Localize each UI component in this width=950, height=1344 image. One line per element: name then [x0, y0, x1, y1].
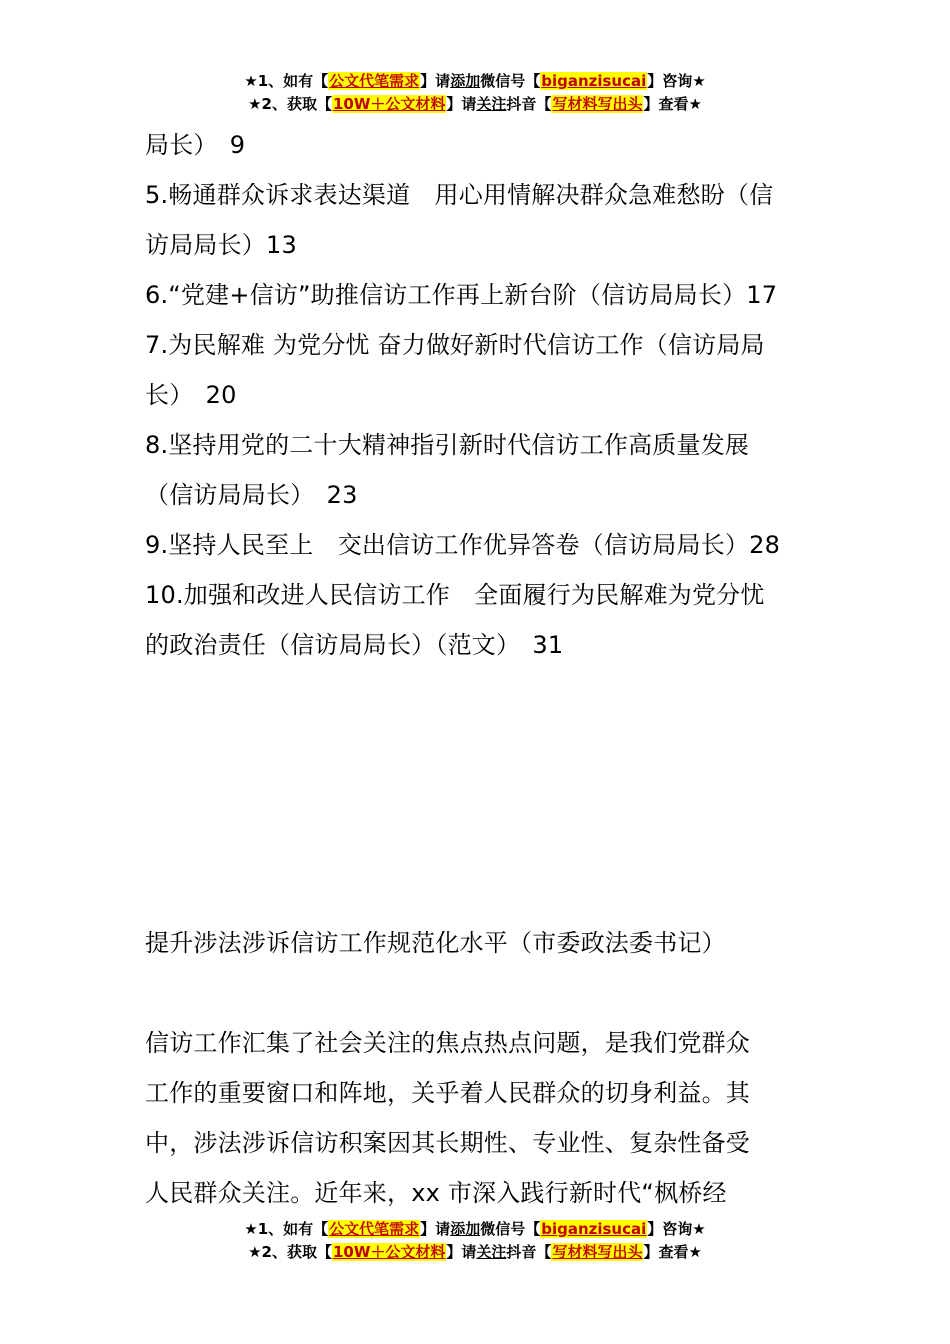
- body-line: 工作的重要窗口和阵地，关乎着人民群众的切身利益。其: [145, 1079, 750, 1107]
- body-line: 信访工作汇集了社会关注的焦点热点问题，是我们党群众: [145, 1029, 750, 1057]
- toc-line: （信访局局长） 23: [145, 481, 358, 509]
- article-title: 提升涉法涉诉信访工作规范化水平（市委政法委书记）: [145, 929, 726, 957]
- header-banner: [0, 70, 950, 116]
- banner-line-2: ★2、获取【10W＋公文材料】请关注抖音【写材料写出头】查看★: [248, 95, 702, 113]
- highlight-service: 公文代笔需求: [329, 1220, 420, 1238]
- douyin-account: 写材料写出头: [552, 1243, 643, 1261]
- toc-line: 长） 20: [145, 381, 237, 409]
- footer-banner: [0, 1218, 950, 1264]
- toc-line: 局长） 9: [145, 131, 246, 159]
- toc-line: 10.加强和改进人民信访工作 全面履行为民解难为党分忧: [145, 581, 765, 609]
- wechat-id: biganzisucai: [541, 1220, 647, 1238]
- toc-line: 9.坚持人民至上 交出信访工作优异答卷（信访局局长）28: [145, 531, 781, 559]
- douyin-account: 写材料写出头: [552, 95, 643, 113]
- toc-line: 访局局长）13: [145, 231, 297, 259]
- star-icon: ★: [244, 1220, 258, 1238]
- banner-line-1: ★1、如有【公文代笔需求】请添加微信号【biganzisucai】咨询★: [244, 1220, 706, 1238]
- banner-line-1: ★1、如有【公文代笔需求】请添加微信号【biganzisucai】咨询★: [244, 72, 706, 90]
- highlight-service: 公文代笔需求: [329, 72, 420, 90]
- body-line: 中，涉法涉诉信访积案因其长期性、专业性、复杂性备受: [145, 1129, 750, 1157]
- toc-line: 7.为民解难 为党分忧 奋力做好新时代信访工作（信访局局: [145, 331, 765, 359]
- toc-line: 的政治责任（信访局局长）（范文） 31: [145, 631, 564, 659]
- highlight-materials: 10W＋公文材料: [332, 95, 446, 113]
- wechat-id: biganzisucai: [541, 72, 647, 90]
- star-icon: ★: [248, 95, 262, 113]
- toc-line: 8.坚持用党的二十大精神指引新时代信访工作高质量发展: [145, 431, 750, 459]
- toc-line: 5.畅通群众诉求表达渠道 用心用情解决群众急难愁盼（信: [145, 181, 774, 209]
- toc-list: [145, 120, 810, 670]
- star-icon: ★: [248, 1243, 262, 1261]
- toc-line: 6.“党建+信访”助推信访工作再上新台阶（信访局局长）17: [145, 281, 778, 309]
- article-body: [145, 1018, 810, 1218]
- banner-line-2: ★2、获取【10W＋公文材料】请关注抖音【写材料写出头】查看★: [248, 1243, 702, 1261]
- body-line: 人民群众关注。近年来，xx 市深入践行新时代“枫桥经: [145, 1179, 727, 1207]
- highlight-materials: 10W＋公文材料: [332, 1243, 446, 1261]
- star-icon: ★: [244, 72, 258, 90]
